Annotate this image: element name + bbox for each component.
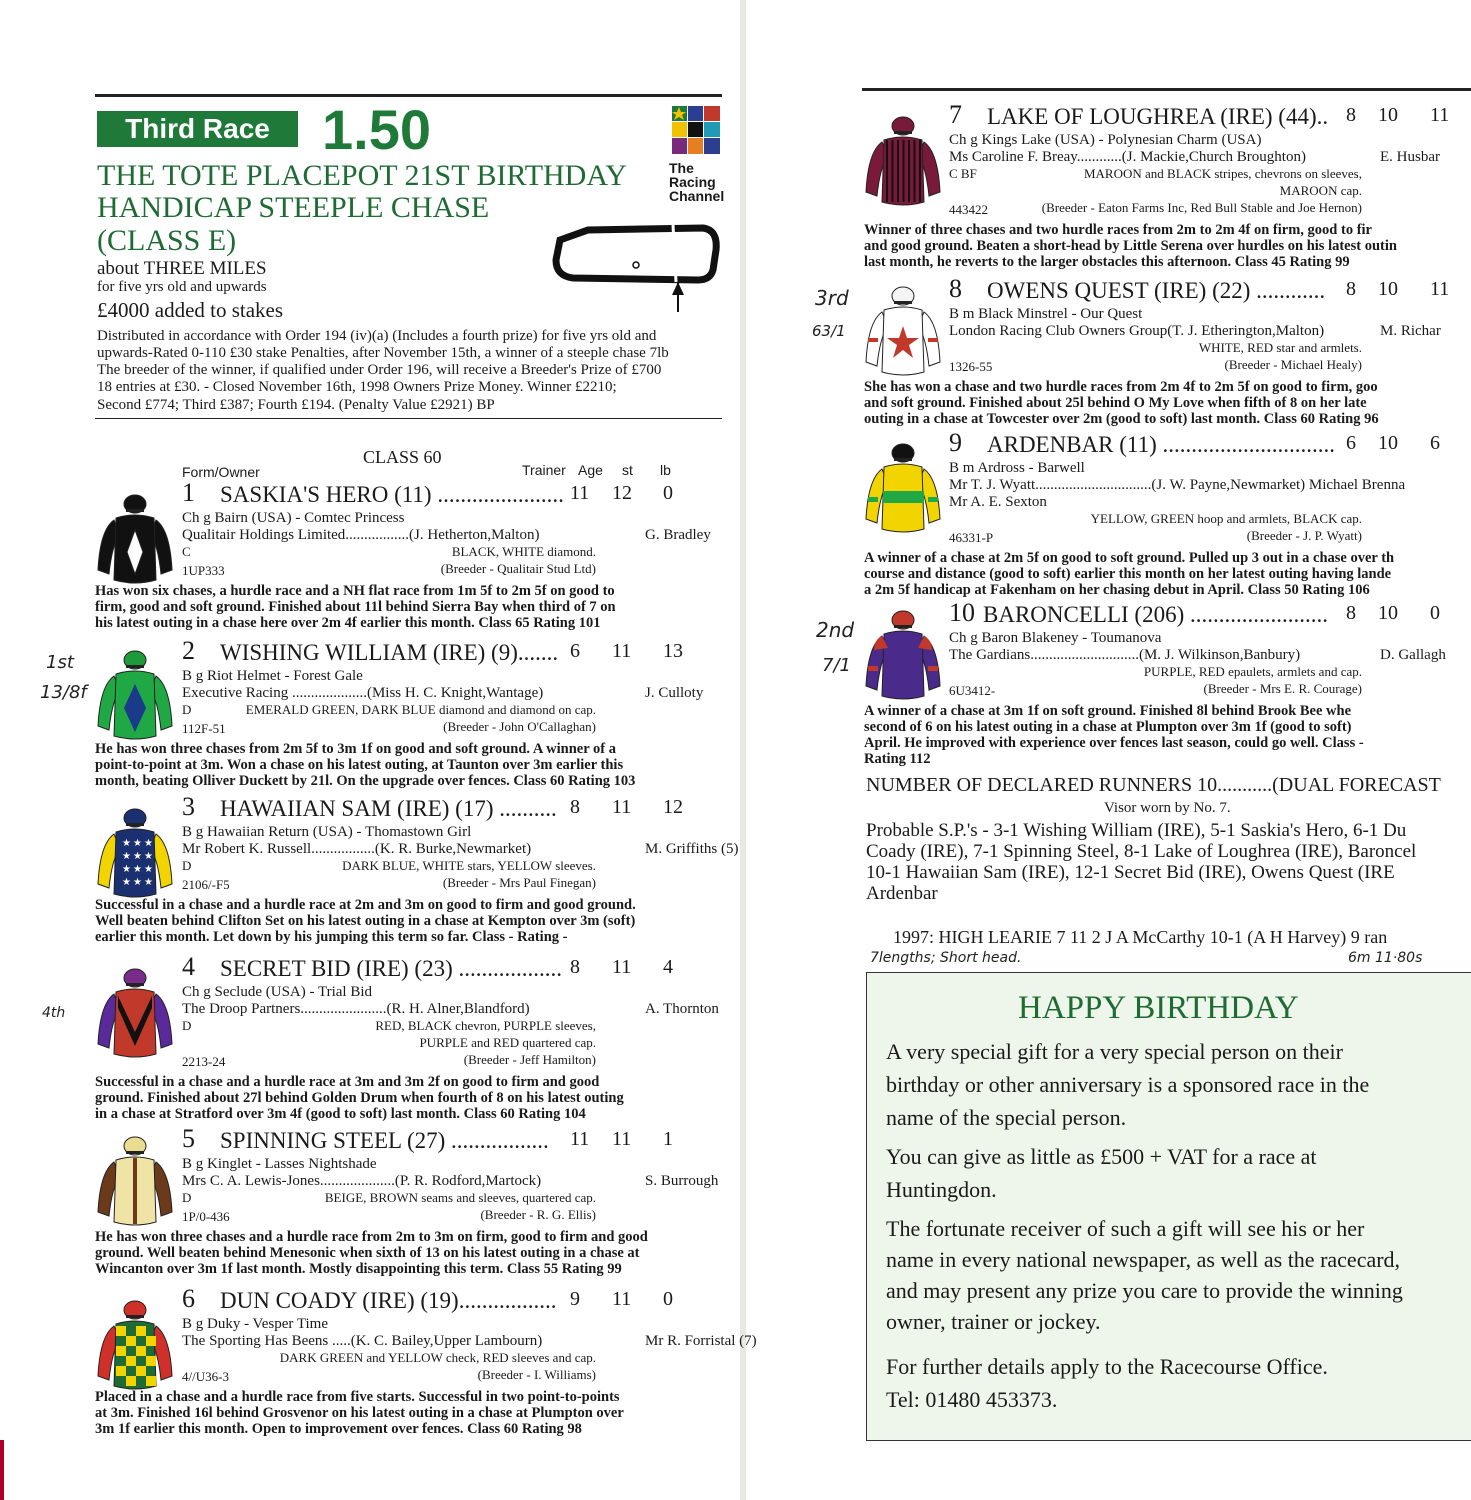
runner-st: 10 xyxy=(1378,432,1398,454)
runner-name: HAWAIIAN SAM (IRE) (17) .......... xyxy=(220,796,557,821)
svg-text:★: ★ xyxy=(144,864,153,875)
runner-name: LAKE OF LOUGHREA (IRE) (44).. xyxy=(987,104,1329,129)
conditions-2: upwards-Rated 0-110 £30 stake Penalties, after November 15th, a winner of a steeple chase 7lb xyxy=(97,345,669,361)
runner-owner: Ms Caroline F. Breay............(J. Mackie,Church Broughton) xyxy=(949,149,1306,165)
runner-comment: A winner of a chase at 3m 1f on soft ground. Finished 8l behind Brook Bee whe xyxy=(864,703,1352,719)
runner-lb: 12 xyxy=(663,796,683,818)
runner-owner: The Gardians.............................(M. J. Wilkinson,Banbury) xyxy=(949,647,1301,663)
runner-form: 443422 xyxy=(949,202,988,217)
hand-first: 1st xyxy=(46,652,74,673)
runner-name: OWENS QUEST (IRE) (22) ............ xyxy=(987,278,1326,303)
runner-st: 10 xyxy=(1378,278,1398,300)
hand-third-price: 63/1 xyxy=(812,322,846,340)
racing-channel-logo xyxy=(670,104,722,156)
runner-colours: BEIGE, BROWN seams and sleeves, quartered cap. xyxy=(324,1190,596,1205)
runner-breeding: Ch g Seclude (USA) - Trial Bid xyxy=(182,984,373,1000)
jockey-silks-9 xyxy=(862,439,944,539)
runner-comment: A winner of a chase at 2m 5f on good to soft ground. Pulled up 3 out in a chase over th xyxy=(864,550,1395,566)
hand-second: 2nd xyxy=(816,618,855,642)
hand-fourth: 4th xyxy=(42,1005,66,1021)
runner-breeder: (Breeder - Qualitair Stud Ltd) xyxy=(440,561,596,576)
runner-colours-2: PURPLE and RED quartered cap. xyxy=(419,1035,596,1050)
runner-form: 112F-51 xyxy=(182,721,226,736)
visor-note: Visor worn by No. 7. xyxy=(1104,800,1231,816)
race-time: 1.50 xyxy=(322,98,431,161)
runner-colours: PURPLE, RED epaulets, armlets and cap. xyxy=(1143,664,1362,679)
runner-breeding: B m Ardross - Barwell xyxy=(949,460,1085,476)
race-added: £4000 added to stakes xyxy=(97,298,284,322)
runner-name: SPINNING STEEL (27) ................. xyxy=(220,1128,549,1153)
course-map xyxy=(548,220,723,315)
svg-text:★: ★ xyxy=(122,864,131,875)
page-edge-mark xyxy=(0,1440,4,1500)
runner-comment: Placed in a chase and a hurdle race from five starts. Successful in two point-to-points xyxy=(95,1389,620,1405)
conditions-rule xyxy=(95,418,722,419)
runner-age: 8 xyxy=(1346,104,1356,126)
runner-age: 8 xyxy=(1346,602,1356,624)
svg-text:★: ★ xyxy=(133,877,142,888)
last-year-winner: 1997: HIGH LEARIE 7 11 2 J A McCarthy 10-1 (A H Harvey) 9 ran xyxy=(893,927,1388,947)
hand-third: 3rd xyxy=(815,286,849,310)
jockey-silks-7 xyxy=(862,112,944,212)
runner-comment: month, beating Olliver Duckett by 21l. On the upgrade over fences. Class 60 Rating 103 xyxy=(95,773,636,789)
hdr-st: st xyxy=(622,462,633,478)
runner-owner: The Sporting Has Beens .....(K. C. Bailey,Upper Lambourn) xyxy=(182,1333,543,1349)
runner-st: 11 xyxy=(612,640,632,662)
runner-number: 10 xyxy=(949,598,975,627)
hand-second-price: 7/1 xyxy=(822,655,851,676)
runner-breeder: (Breeder - Jeff Hamilton) xyxy=(463,1052,596,1067)
runner-name: ARDENBAR (11) .............................. xyxy=(987,432,1335,457)
runner-st: 10 xyxy=(1378,104,1398,126)
runner-jockey: G. Bradley xyxy=(645,527,711,543)
runner-breeding: Ch g Baron Blakeney - Toumanova xyxy=(949,630,1162,646)
runner-breeder: (Breeder - Eaton Farms Inc, Red Bull Stable and Joe Hernon) xyxy=(1041,200,1362,215)
class-label: CLASS 60 xyxy=(363,447,442,467)
race-badge: Third Race xyxy=(97,111,298,147)
runner-age: 6 xyxy=(1346,432,1356,454)
runner-comment: 3m 1f earlier this month. Open to improvement over fences. Class 60 Rating 98 xyxy=(95,1421,582,1437)
runner-comment: and soft ground. Finished about 25l behind O My Love when fifth of 8 on her late xyxy=(864,395,1367,411)
runner-flags: D xyxy=(182,702,192,717)
runner-breeding: B g Duky - Vesper Time xyxy=(182,1316,328,1332)
svg-text:★: ★ xyxy=(122,838,131,849)
runner-breeder: (Breeder - Mrs E. R. Courage) xyxy=(1203,681,1362,696)
runner-breeder: (Breeder - Mrs Paul Finegan) xyxy=(442,875,596,890)
runner-colours-2: MAROON cap. xyxy=(1279,183,1362,198)
declared-runners: NUMBER OF DECLARED RUNNERS 10...........(DUAL FORECAST xyxy=(866,774,1441,796)
race-eligibility: for five yrs old and upwards xyxy=(97,279,267,295)
runner-colours: YELLOW, GREEN hoop and armlets, BLACK cap. xyxy=(1090,511,1362,526)
runner-comment: Has won six chases, a hurdle race and a NH flat race from 1m 5f to 2m 5f on good to xyxy=(95,583,615,599)
runner-comment: firm, good and soft ground. Finished about 11l behind Sierra Bay when third of 7 on xyxy=(95,599,616,615)
runner-st: 10 xyxy=(1378,602,1398,624)
runner-flags: D xyxy=(182,858,192,873)
runner-breeder: (Breeder - J. P. Wyatt) xyxy=(1246,528,1362,543)
runner-comment: point-to-point at 3m. Won a chase on his latest outing, at Taunton over 3m earlier this xyxy=(95,757,624,773)
runner-number: 9 xyxy=(949,428,962,457)
hdr-trainer: Trainer xyxy=(522,462,566,478)
birthday-p3: The fortunate receiver of such a gift will see his or her name in every national newspaper, as well as the racecard, and may present any prize you care to provide the winning owner, trainer or jockey. xyxy=(886,1216,1403,1334)
runner-colours: DARK BLUE, WHITE stars, YELLOW sleeves. xyxy=(342,858,596,873)
runner-breeder: (Breeder - R. G. Ellis) xyxy=(480,1207,596,1222)
runner-comment: ground. Finished about 27l behind Golden Drum when fourth of 8 on his latest outing xyxy=(95,1090,624,1106)
hand-first-price: 13/8f xyxy=(40,682,87,703)
runner-jockey: A. Thornton xyxy=(645,1001,719,1017)
runner-lb: 11 xyxy=(1430,278,1450,300)
runner-comment: She has won a chase and two hurdle races from 2m 4f to 2m 5f on good to firm, goo xyxy=(864,379,1378,395)
runner-number: 1 xyxy=(182,478,195,507)
runner-number: 5 xyxy=(182,1124,195,1153)
runner-comment: and good ground. Beaten a short-head by Little Serena over hurdles on his latest outin xyxy=(864,238,1397,254)
runner-st: 12 xyxy=(612,482,632,504)
runner-comment: Rating 112 xyxy=(864,751,931,767)
runner-name: DUN COADY (IRE) (19)................. xyxy=(220,1288,557,1313)
race-title-3: (CLASS E) xyxy=(97,224,237,257)
runner-breeder: (Breeder - John O'Callaghan) xyxy=(443,719,596,734)
runner-lb: 0 xyxy=(663,482,673,504)
conditions-1: Distributed in accordance with Order 194 (iv)(a) (Includes a fourth prize) for five yrs old and xyxy=(97,328,657,344)
runner-owner: Mr Robert K. Russell.................(K. R. Burke,Newmarket) xyxy=(182,841,532,857)
runner-name: SASKIA'S HERO (11) ...................... xyxy=(220,482,564,507)
conditions-3: The breeder of the winner, if qualified under Order 196, will receive a Breeder's Prize of £700 xyxy=(97,362,662,378)
runner-comment: Successful in a chase and a hurdle race at 2m and 3m on good to firm and good ground. xyxy=(95,897,636,913)
runner-lb: 4 xyxy=(663,956,673,978)
runner-jockey: D. Gallagh xyxy=(1380,647,1446,663)
runner-form: 2106/-F5 xyxy=(182,877,230,892)
runner-st: 11 xyxy=(612,1288,632,1310)
svg-text:★: ★ xyxy=(133,864,142,875)
runner-form: 4//U36-3 xyxy=(182,1369,229,1384)
runner-flags: C xyxy=(182,544,191,559)
runner-comment: outing in a chase at Towcester over 2m (good to soft) last month. Class 60 Rating 96 xyxy=(864,411,1379,427)
runner-age: 8 xyxy=(570,956,580,978)
runner-owner: The Droop Partners.......................(R. H. Alner,Blandford) xyxy=(182,1001,530,1017)
runner-lb: 0 xyxy=(1430,602,1440,624)
runner-number: 7 xyxy=(949,100,962,129)
header-rule xyxy=(95,94,722,97)
runner-lb: 13 xyxy=(663,640,683,662)
runner-age: 9 xyxy=(570,1288,580,1310)
runner-owner: Mrs C. A. Lewis-Jones....................(P. R. Rodford,Martock) xyxy=(182,1173,542,1189)
runner-breeding: B m Black Minstrel - Our Quest xyxy=(949,306,1143,322)
runner-st: 11 xyxy=(612,956,632,978)
runner-st: 11 xyxy=(612,1128,632,1150)
probable-sps: Probable S.P.'s - 3-1 Wishing William (IRE), 5-1 Saskia's Hero, 6-1 Du Coady (IRE), 7-1 Spinning Steel, 8-1 Lake of Loughrea (IRE), Baroncel 10-1 Hawaiian Sam (IRE), 12-1 Secret Bid (IRE), Owens Quest (IRE Ardenbar xyxy=(866,820,1417,904)
hdr-lb: lb xyxy=(660,462,671,478)
runner-breeding: B g Hawaiian Return (USA) - Thomastown Girl xyxy=(182,824,472,840)
runner-comment: He has won three chases from 2m 5f to 3m 1f on good and soft ground. A winner of a xyxy=(95,741,616,757)
jockey-silks-1 xyxy=(94,490,176,590)
runner-owner-2: Mr A. E. Sexton xyxy=(949,494,1047,510)
runner-number: 4 xyxy=(182,952,195,981)
runner-comment: April. He improved with experience over fences last season, could go well. Class - xyxy=(864,735,1364,751)
runner-name: WISHING WILLIAM (IRE) (9)....... xyxy=(220,640,559,665)
right-header-rule xyxy=(862,88,1471,91)
channel-name: The Racing Channel xyxy=(669,160,725,204)
runner-age: 8 xyxy=(570,796,580,818)
runner-number: 8 xyxy=(949,274,962,303)
hand-lengths: 7lengths; Short head. xyxy=(870,950,1022,966)
runner-owner: Executive Racing ....................(Miss H. C. Knight,Wantage) xyxy=(182,685,544,701)
runner-comment: Wincanton over 3m 1f last month. Mostly disappointing this term. Class 55 Rating 99 xyxy=(95,1261,622,1277)
runner-age: 11 xyxy=(570,1128,590,1150)
runner-comment: second of 6 on his latest outing in a chase at Plumpton over 3m 1f (good to soft) xyxy=(864,719,1352,735)
runner-comment: last month, he reverts to the larger obstacles this afternoon. Class 45 Rating 99 xyxy=(864,254,1350,270)
runner-form: 2213-24 xyxy=(182,1054,226,1069)
jockey-silks-8 xyxy=(862,282,944,382)
runner-age: 8 xyxy=(1346,278,1356,300)
runner-comment: a 2m 5f handicap at Fakenham on her chasing debut in April. Class 50 Rating 106 xyxy=(864,582,1370,598)
runner-form: 1P/0-436 xyxy=(182,1209,230,1224)
runner-number: 3 xyxy=(182,792,195,821)
runner-age: 6 xyxy=(570,640,580,662)
runner-colours: DARK GREEN and YELLOW check, RED sleeves and cap. xyxy=(279,1350,596,1365)
runner-breeding: B g Riot Helmet - Forest Gale xyxy=(182,668,363,684)
svg-text:★: ★ xyxy=(133,838,142,849)
runner-comment: in a chase at Stratford over 3m 4f (good to soft) last month. Class 60 Rating 104 xyxy=(95,1106,586,1122)
runner-lb: 1 xyxy=(663,1128,673,1150)
birthday-p1: A very special gift for a very special person on their birthday or other anniversary is a sponsored race in the name of the special person. xyxy=(886,1039,1370,1130)
hdr-form-owner: Form/Owner xyxy=(182,464,260,480)
runner-comment: his latest outing in a chase here over 2m 4f earlier this month. Class 65 Rating 101 xyxy=(95,615,601,631)
race-title-1: THE TOTE PLACEPOT 21ST BIRTHDAY xyxy=(97,159,627,192)
runner-lb: 6 xyxy=(1430,432,1440,454)
svg-text:★: ★ xyxy=(122,877,131,888)
runner-name: BARONCELLI (206) ........................ xyxy=(983,602,1328,627)
runner-owner: Mr T. J. Wyatt...............................(J. W. Payne,Newmarket) Michael Brenna xyxy=(949,477,1406,493)
svg-text:★: ★ xyxy=(144,851,153,862)
runner-comment: Winner of three chases and two hurdle races from 2m to 2m 4f on firm, good to fir xyxy=(864,222,1372,238)
race-title-2: HANDICAP STEEPLE CHASE xyxy=(97,191,490,224)
runner-colours: RED, BLACK chevron, PURPLE sleeves, xyxy=(375,1018,596,1033)
runner-age: 11 xyxy=(570,482,590,504)
birthday-p4: For further details apply to the Racecourse Office. Tel: 01480 453373. xyxy=(886,1354,1328,1412)
jockey-silks-2 xyxy=(94,646,176,746)
svg-text:★: ★ xyxy=(133,851,142,862)
svg-text:★: ★ xyxy=(144,877,153,888)
runner-comment: earlier this month. Let down by his jumping this term so far. Class - Rating - xyxy=(95,929,568,945)
runner-jockey: Mr R. Forristal (7) xyxy=(645,1333,757,1349)
runner-comment: at 3m. Finished 16l behind Grosvenor on his latest outing in a chase at Plumpton over xyxy=(95,1405,624,1421)
runner-jockey: S. Burrough xyxy=(645,1173,719,1189)
runner-jockey: J. Culloty xyxy=(645,685,704,701)
runner-comment: ground. Well beaten behind Menesonic when sixth of 13 on his latest outing in a chase at xyxy=(95,1245,640,1261)
runner-form: 6U3412- xyxy=(949,683,996,698)
runner-form: 1UP333 xyxy=(182,563,225,578)
runner-jockey: M. Richar xyxy=(1380,323,1441,339)
runner-breeding: Ch g Bairn (USA) - Comtec Princess xyxy=(182,510,405,526)
jockey-silks-3 xyxy=(94,804,176,904)
runner-comment: Well beaten behind Clifton Set on his latest outing in a chase at Kempton over 3m (soft) xyxy=(95,913,636,929)
race-distance: about THREE MILES xyxy=(97,258,267,279)
runner-flags: D xyxy=(182,1190,192,1205)
runner-jockey: M. Griffiths (5) xyxy=(645,841,739,857)
hdr-age: Age xyxy=(578,462,603,478)
runner-name: SECRET BID (IRE) (23) .................. xyxy=(220,956,563,981)
runner-flags: D xyxy=(182,1018,192,1033)
runner-number: 2 xyxy=(182,636,195,665)
runner-colours: BLACK, WHITE diamond. xyxy=(451,544,596,559)
runner-owner: London Racing Club Owners Group(T. J. Etherington,Malton) xyxy=(949,323,1325,339)
conditions-5: Second £774; Third £387; Fourth £194. (Penalty Value £2921) BP xyxy=(97,397,495,413)
runner-breeder: (Breeder - Michael Healy) xyxy=(1224,357,1362,372)
svg-text:★: ★ xyxy=(122,851,131,862)
jockey-silks-5 xyxy=(94,1132,176,1232)
runner-form: 46331-P xyxy=(949,530,994,545)
runner-breeder: (Breeder - I. Williams) xyxy=(477,1367,596,1382)
hand-time: 6m 11·80s xyxy=(1348,950,1423,966)
runner-lb: 0 xyxy=(663,1288,673,1310)
runner-form: 1326-55 xyxy=(949,359,993,374)
runner-owner: Qualitair Holdings Limited.................(J. Hetherton,Malton) xyxy=(182,527,540,543)
runner-st: 11 xyxy=(612,796,632,818)
runner-comment: He has won three chases and a hurdle race from 2m to 3m on firm, good to firm and good xyxy=(95,1229,648,1245)
jockey-silks-10 xyxy=(862,606,944,706)
jockey-silks-4 xyxy=(94,964,176,1064)
runner-colours: WHITE, RED star and armlets. xyxy=(1198,340,1362,355)
birthday-title: HAPPY BIRTHDAY xyxy=(1018,990,1299,1026)
runner-colours: EMERALD GREEN, DARK BLUE diamond and diamond on cap. xyxy=(245,702,596,717)
svg-text:★: ★ xyxy=(144,838,153,849)
runner-comment: course and distance (good to soft) earlier this month on her latest outing having lande xyxy=(864,566,1392,582)
runner-number: 6 xyxy=(182,1284,195,1313)
runner-colours: MAROON and BLACK stripes, chevrons on sleeves, xyxy=(1083,166,1362,181)
runner-comment: Successful in a chase and a hurdle race at 3m and 3m 2f on good to firm and good xyxy=(95,1074,600,1090)
runner-jockey: E. Husbar xyxy=(1380,149,1440,165)
jockey-silks-6 xyxy=(94,1296,176,1396)
runner-flags: C BF xyxy=(949,166,977,181)
runner-lb: 11 xyxy=(1430,104,1450,126)
conditions-4: 18 entries at £30. - Closed November 16th, 1998 Owners Prize Money. Winner £2210; xyxy=(97,379,617,395)
runner-breeding: B g Kinglet - Lasses Nightshade xyxy=(182,1156,377,1172)
runner-breeding: Ch g Kings Lake (USA) - Polynesian Charm (USA) xyxy=(949,132,1262,148)
birthday-p2: You can give as little as £500 + VAT for a race at Huntingdon. xyxy=(886,1144,1317,1202)
